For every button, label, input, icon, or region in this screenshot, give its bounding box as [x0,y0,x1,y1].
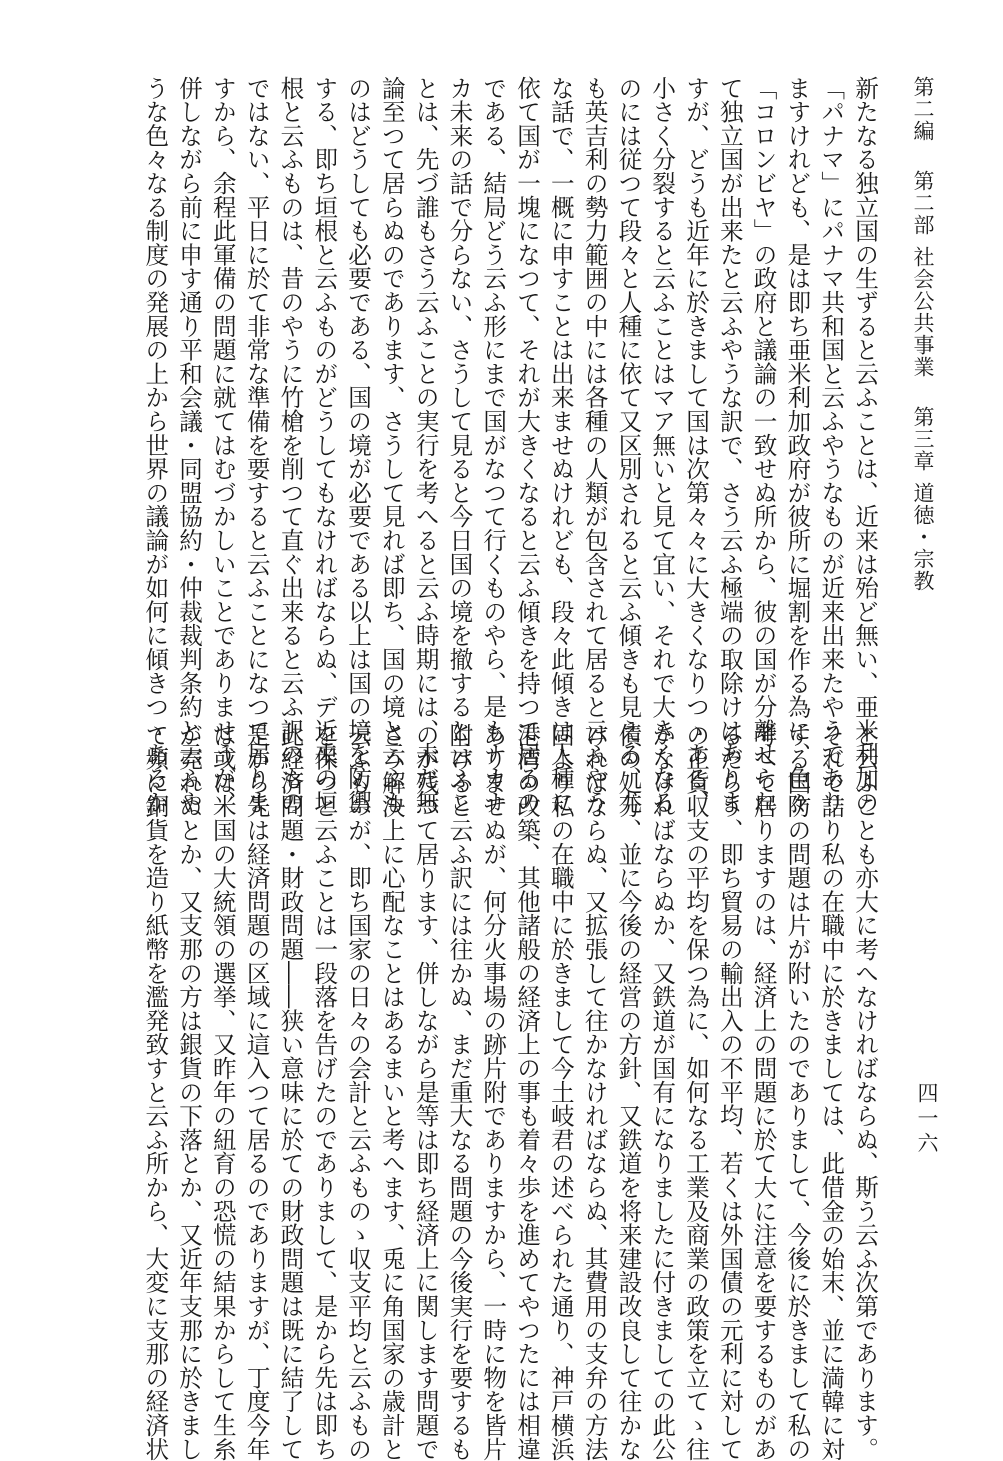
text-column: それで詰り私の在職中に於きましては、此借金の始末、並に満韓に対 [817,723,846,1461]
text-column: する国防の問題は片が附いたのでありまして、今後に於きまして私の [783,723,812,1461]
body-text-upper [137,76,881,814]
text-column: 新たなる独立国の生ずると云ふことは、近来は殆ど無い、亜米利加の [851,76,879,814]
text-column: かなければならぬか、又鉄道が国有になりましたに付きましての此公 [648,723,677,1461]
text-column: と云ふことも亦大に考へなければならぬ、斯う云ふ次第であります。 [851,723,879,1461]
text-column: のには従つて段々と人種に依て又区別されると云ふ傾きも見える、尤 [614,76,643,814]
text-column: は或は米国の大統領の選挙、又昨年の紐育の恐慌の結果からして生糸 [208,723,237,1461]
text-column: 此経済問題・財政問題――狭い意味に於ての財政問題は既に結了して [276,723,305,1461]
text-column: 港湾の改築、其他諸般の経済上の事も着々歩を進めてやつたには相違 [513,723,542,1461]
text-column: すが、どうも近年に於きまして国は次第々々に大きくなりつゝある、 [682,76,711,814]
text-column: のはどうしても必要である、国の境が必要である以上は国の境を防禦 [344,76,373,814]
text-column: のが残つて居ります、併しながら是等は即ち経済上に関します問題で [411,723,440,1461]
header-section-title: 社会公共事業 [911,246,935,378]
body-text-lower [137,723,881,1461]
text-column: 小さく分裂すると云ふことはマア無いと見て宜い、それで大きくなる [648,76,677,814]
text-column: である、結局どう云ふ形にまで国がなつて行くものやら、是もナカナ [479,76,508,814]
text-column: が売れぬとか、又支那の方は銀貨の下落とか、又近年支那に於きまし [175,723,204,1461]
header-chapter-title: 道徳・宗教 [911,482,935,592]
text-column: 是から先は経済問題の区域に這入つて居るのでありますが、丁度今年 [242,723,271,1461]
text-column: 云ふものが、即ち国家の日々の会計と云ふものゝ収支平均と云ふもの [344,723,373,1461]
text-column: な話で、一概に申すことは出来ませぬけれども、段々此傾きは人種に [546,76,575,814]
running-header [908,76,938,592]
text-column: 債の処分、並に今後の経営の方針、又鉄道を将来建設改良して往かな [614,723,643,1461]
text-column: 根と云ふものは、昔のやうに竹槍を削つて直ぐ出来ると云ふ訳のもの [276,76,305,814]
text-column: さう解決上に心配なことはあるまいと考へます、兎に角国家の歳計と [377,723,406,1461]
text-column: て独立国が出来たと云ふやうな訳で、さう云ふ極端の取除けはありま [715,76,744,814]
text-column: する、即ち垣根と云ふものがどうしてもなければならぬ、デ近来の垣 [310,76,339,814]
text-column: ますけれども、是は即ち亜米利加政府が彼所に堀割を作る為に、色々 [783,76,812,814]
text-column: 併しながら前に申す通り平和会議・同盟協約・仲裁裁判条約と云ふや [175,76,204,814]
text-column: るだらう、即ち貿易の輸出入の不平均、若くは外国債の元利に対して [715,723,744,1461]
text-column: 考へて居りますのは、経済上の問題に於て大に注意を要するものがあ [749,723,778,1461]
text-column: うな色々なる制度の発展の上から世界の議論が如何に傾きつゝあるか [141,76,170,814]
text-column: 論至つて居らぬのであります、さうして見れば即ち、国の境と云ふも [377,76,406,814]
text-column: カ未来の話で分らない、さうして見ると今日国の境を撤すると云ふこ [445,76,474,814]
text-column: ではない、平日に於て非常な準備を要すると云ふことになつて居りま [242,76,271,814]
text-column: すから、余程此軍備の問題に就てはむづかしいことでありませうが、 [208,76,237,814]
text-column: 固より私の在職中に於きまして今土岐君の述べられた通り、神戸横浜 [546,723,575,1461]
text-column: ければならぬ、又拡張して往かなければならぬ、其費用の支弁の方法 [580,723,609,1461]
text-column: も英吉利の勢力範囲の中には各種の人類が包含されて居ると云ふやう [580,76,609,814]
text-column: て頻に銅貨を造り紙幣を濫発致すと云ふ所から、大変に支那の経済状 [141,723,170,1461]
text-column: の正貨収支の平均を保つ為に、如何なる工業及商業の政策を立てゝ往 [682,723,711,1461]
page-number: 四一六 [915,1082,939,1157]
text-column: を保つと云ふことは一段落を告げたのでありまして、是から先は即ち [310,723,339,1461]
header-section: 第二部 [911,170,935,236]
text-column: 「コロンビヤ」の政府と議論の一致せぬ所から、彼の国が分離せられ [749,76,778,814]
text-column: 「パナマ」にパナマ共和国と云ふやうなものが近来出来たやうであり [817,76,846,814]
header-part: 第二編 [911,76,935,142]
text-column: ありませぬが、何分火事場の跡片附でありますから、一時に物を皆片 [479,723,508,1461]
text-column: とは、先づ誰もさう云ふことの実行を考へると云ふ時期には、未だ無 [411,76,440,814]
text-column: 附けると云ふ訳には往かぬ、まだ重大なる問題の今後実行を要するも [445,723,474,1461]
text-column: 依て国が一塊になつて、それが大きくなると云ふ傾きを持つて居るの [513,76,542,814]
header-chapter: 第三章 [911,406,935,472]
